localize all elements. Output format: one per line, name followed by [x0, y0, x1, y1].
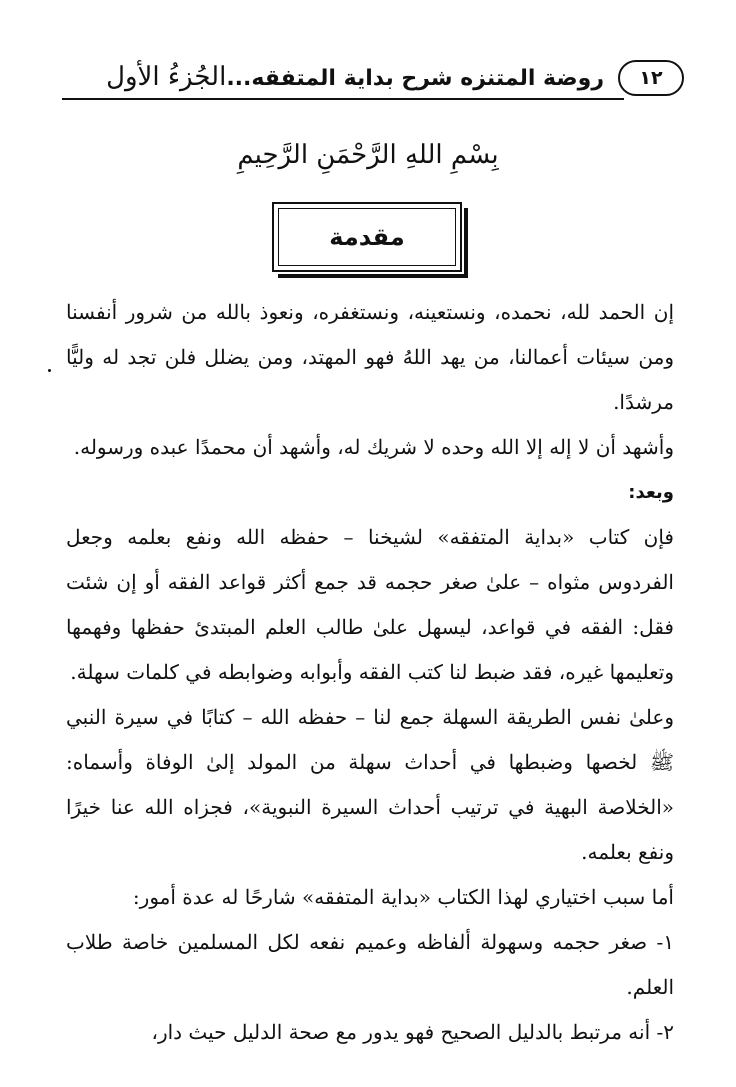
running-title	[106, 62, 604, 92]
header-rule	[62, 98, 624, 100]
paragraph-book-intro: فإن كتاب «بداية المتفقه» لشيخنا – حفظه الله ونفع بعلمه وجعل الفردوس مثواه – علىٰ صغر حجمه قد جمع أكثر قواعد الفقه أو إن شئت فقل: الفقه في قواعد، ليسهل علىٰ طالب العلم المبتدئ حفظها وفهمها وتعليمها غيره، فقد ضبط لنا كتب الفقه وأبوابه وضوابطه في كلمات سهلة.	[66, 525, 674, 684]
book-title: روضة المتنزه شرح بداية المتفقه...	[226, 66, 604, 91]
section-title-box	[272, 202, 462, 272]
margin-mark	[48, 369, 51, 372]
paragraph-opening: إن الحمد لله، نحمده، ونستعينه، ونستغفره، ونعوذ بالله من شرور أنفسنا ومن سيئات أعمالنا، من يهد اللهُ فهو المهتد، ومن يضلل فلن تجد له وليًّا مرشدًا.	[66, 300, 674, 414]
part-label: الجُزءُ الأول	[106, 62, 227, 92]
paragraph-seerah: وعلىٰ نفس الطريقة السهلة جمع لنا – حفظه الله – كتابًا في سيرة النبي ﷺ لخصها وضبطها في أحداث سهلة من المولد إلىٰ الوفاة وأسماه: «الخلاصة البهية في ترتيب أحداث السيرة النبوية»، فجزاه الله عنا خيرًا ونفع بعلمه.	[66, 705, 674, 864]
running-header	[62, 58, 684, 100]
body-text	[66, 290, 674, 1055]
paragraph-testimony: وأشهد أن لا إله إلا الله وحده لا شريك له، وأشهد أن محمدًا عبده ورسوله.	[73, 435, 674, 459]
paragraph-transition: وبعد:	[628, 482, 674, 503]
list-item-2: ٢- أنه مرتبط بالدليل الصحيح فهو يدور مع صحة الدليل حيث دار،	[151, 1020, 674, 1044]
page-number: ١٢	[618, 60, 684, 96]
basmala-text: بِسْمِ اللهِ الرَّحْمَنِ الرَّحِيمِ	[237, 140, 499, 170]
list-item-1: ١- صغر حجمه وسهولة ألفاظه وعميم نفعه لكل المسلمين خاصة طلاب العلم.	[66, 930, 674, 999]
paragraph-reasons: أما سبب اختياري لهذا الكتاب «بداية المتفقه» شارحًا له عدة أمور:	[132, 885, 674, 909]
basmala	[0, 140, 736, 170]
section-title: مقدمة	[278, 208, 456, 266]
